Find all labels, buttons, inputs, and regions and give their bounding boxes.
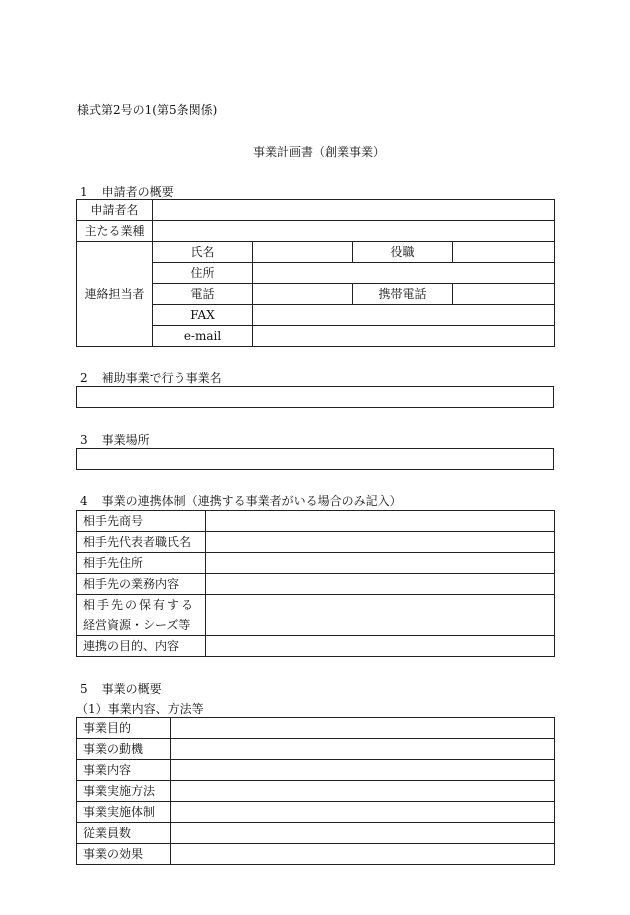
implementation-method-field[interactable] (171, 781, 555, 802)
business-overview-table (76, 717, 555, 865)
section-5-number: 5 (80, 682, 88, 696)
address-field[interactable] (253, 263, 555, 284)
applicant-name-field[interactable] (153, 200, 555, 221)
implementation-structure-label: 事業実施体制 (77, 802, 171, 823)
contact-name-label: 氏名 (153, 242, 253, 263)
mobile-label: 携帯電話 (353, 284, 453, 305)
partner-trade-name-field[interactable] (206, 511, 555, 532)
cooperation-purpose-label: 連携の目的、内容 (77, 636, 206, 657)
employee-count-label: 従業員数 (77, 823, 171, 844)
applicant-name-label: 申請者名 (77, 200, 153, 221)
section-5-title: 事業の概要 (101, 682, 162, 696)
position-label: 役職 (353, 242, 453, 263)
implementation-structure-field[interactable] (171, 802, 555, 823)
applicant-overview-table (76, 199, 555, 347)
address-label: 住所 (153, 263, 253, 284)
business-location-field[interactable] (76, 448, 554, 470)
partner-business-label: 相手先の業務内容 (77, 574, 206, 595)
partner-business-field[interactable] (206, 574, 555, 595)
business-content-field[interactable] (171, 760, 555, 781)
cooperation-purpose-field[interactable] (206, 636, 555, 657)
employee-count-field[interactable] (171, 823, 555, 844)
cooperation-table (76, 510, 555, 657)
partner-representative-label: 相手先代表者職氏名 (77, 532, 206, 553)
business-purpose-field[interactable] (171, 718, 555, 739)
section-3-title: 事業場所 (101, 433, 150, 447)
business-motive-field[interactable] (171, 739, 555, 760)
partner-resources-line1: 相手先の保有する (83, 598, 196, 612)
business-effect-field[interactable] (171, 844, 555, 865)
position-field[interactable] (453, 242, 555, 263)
main-industry-field[interactable] (153, 221, 555, 242)
partner-resources-line2: 経営資源・シーズ等 (83, 618, 191, 632)
section-2-heading (80, 369, 222, 386)
section-1-heading (80, 183, 174, 200)
section-5-heading (80, 680, 162, 697)
partner-address-label: 相手先住所 (77, 553, 206, 574)
section-1-title: 申請者の概要 (101, 185, 174, 199)
project-name-field[interactable] (76, 386, 554, 408)
business-content-label: 事業内容 (77, 760, 171, 781)
contact-name-field[interactable] (253, 242, 353, 263)
business-effect-label: 事業の効果 (77, 844, 171, 865)
fax-label: FAX (153, 305, 253, 326)
implementation-method-label: 事業実施方法 (77, 781, 171, 802)
business-purpose-label: 事業目的 (77, 718, 171, 739)
form-number: 様式第2号の1(第5条関係) (77, 103, 218, 117)
partner-resources-field[interactable] (206, 595, 555, 636)
section-1-number: 1 (80, 185, 88, 199)
section-4-heading (80, 492, 402, 509)
email-field[interactable] (253, 326, 555, 347)
partner-resources-label (77, 595, 206, 636)
phone-label: 電話 (153, 284, 253, 305)
partner-trade-name-label: 相手先商号 (77, 511, 206, 532)
section-4-title: 事業の連携体制（連携する事業者がいる場合のみ記入） (101, 494, 402, 508)
email-label: e-mail (153, 326, 253, 347)
business-motive-label: 事業の動機 (77, 739, 171, 760)
section-4-number: 4 (80, 494, 88, 508)
partner-representative-field[interactable] (206, 532, 555, 553)
section-2-title: 補助事業で行う事業名 (101, 371, 222, 385)
fax-field[interactable] (253, 305, 555, 326)
section-3-number: 3 (80, 433, 88, 447)
contact-person-label: 連絡担当者 (77, 242, 153, 347)
main-industry-label: 主たる業種 (77, 221, 153, 242)
document-title: 事業計画書（創業事業） (253, 145, 386, 159)
section-2-number: 2 (80, 371, 88, 385)
section-3-heading (80, 431, 150, 448)
section-5-subheading: （1）事業内容、方法等 (76, 702, 204, 716)
mobile-field[interactable] (453, 284, 555, 305)
phone-field[interactable] (253, 284, 353, 305)
partner-address-field[interactable] (206, 553, 555, 574)
